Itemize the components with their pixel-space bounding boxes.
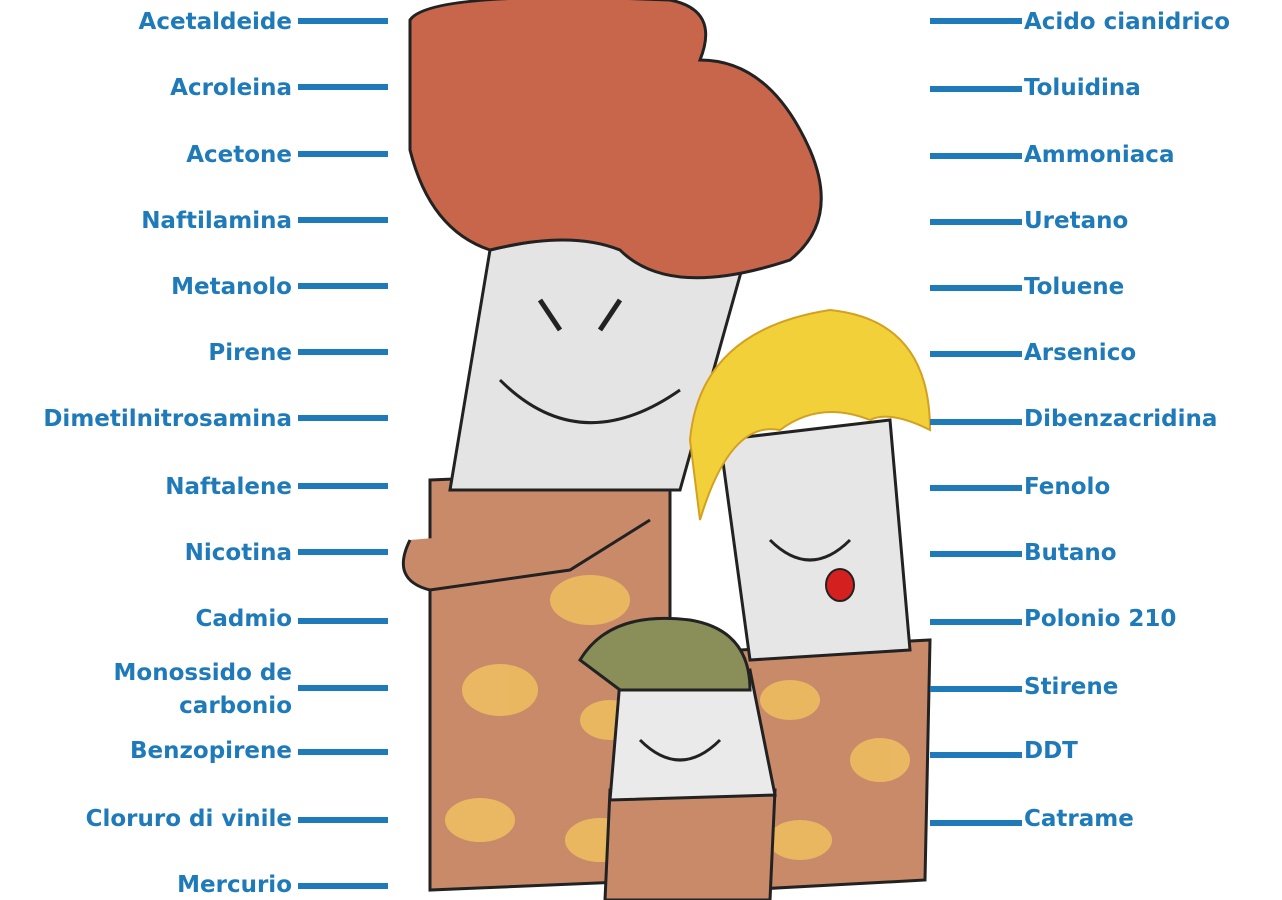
leader-line — [298, 685, 388, 691]
label-polonio-210: Polonio 210 — [1024, 606, 1177, 632]
label-dimetilnitrosamina: Dimetilnitrosamina — [43, 406, 292, 432]
small-cigarette-body — [605, 790, 775, 900]
leader-line — [298, 618, 388, 624]
leader-line — [298, 549, 388, 555]
label-acetone: Acetone — [186, 142, 292, 168]
leader-line — [298, 817, 388, 823]
leader-line — [298, 483, 388, 489]
label-ddt: DDT — [1024, 738, 1078, 764]
leader-line — [930, 686, 1022, 692]
leader-line — [298, 749, 388, 755]
label-acido-cianidrico: Acido cianidrico — [1024, 9, 1231, 35]
label-butano: Butano — [1024, 540, 1117, 566]
label-cloruro-di-vinile: Cloruro di vinile — [85, 806, 292, 832]
label-toluene: Toluene — [1024, 274, 1125, 300]
lady-cigarette-head — [720, 420, 910, 660]
label-cadmio: Cadmio — [195, 606, 292, 632]
label-naftalene: Naftalene — [165, 474, 292, 500]
label-acroleina: Acroleina — [170, 75, 292, 101]
leader-line — [930, 351, 1022, 357]
leader-line — [930, 219, 1022, 225]
label-stirene: Stirene — [1024, 674, 1119, 700]
leader-line — [298, 883, 388, 889]
label-uretano: Uretano — [1024, 208, 1129, 234]
leader-line — [930, 18, 1022, 24]
cowboy-hat — [410, 0, 821, 278]
label-benzopirene: Benzopirene — [130, 738, 292, 764]
label-nicotina: Nicotina — [184, 540, 292, 566]
leader-line — [930, 285, 1022, 291]
leader-line — [930, 551, 1022, 557]
leader-line — [930, 419, 1022, 425]
label-acetaldeide: Acetaldeide — [138, 9, 292, 35]
leader-line — [298, 217, 388, 223]
label-pirene: Pirene — [208, 340, 292, 366]
label-monossido-de-carbonio: Monossido de carbonio — [113, 660, 292, 719]
leader-line — [298, 283, 388, 289]
label-ammoniaca: Ammoniaca — [1024, 142, 1175, 168]
leader-line — [298, 349, 388, 355]
label-metanolo: Metanolo — [171, 274, 292, 300]
cigarette-family-illustration — [370, 0, 940, 900]
label-mercurio: Mercurio — [177, 872, 292, 898]
leader-line — [298, 415, 388, 421]
leader-line — [298, 84, 388, 90]
label-toluidina: Toluidina — [1024, 75, 1141, 101]
leader-line — [930, 619, 1022, 625]
leader-line — [930, 820, 1022, 826]
label-fenolo: Fenolo — [1024, 474, 1111, 500]
leader-line — [930, 485, 1022, 491]
label-arsenico: Arsenico — [1024, 340, 1137, 366]
label-dibenzacridina: Dibenzacridina — [1024, 406, 1218, 432]
leader-line — [930, 752, 1022, 758]
leader-line — [930, 153, 1022, 159]
label-naftilamina: Naftilamina — [141, 208, 292, 234]
leader-line — [930, 86, 1022, 92]
leader-line — [298, 18, 388, 24]
leader-line — [298, 151, 388, 157]
label-catrame: Catrame — [1024, 806, 1134, 832]
